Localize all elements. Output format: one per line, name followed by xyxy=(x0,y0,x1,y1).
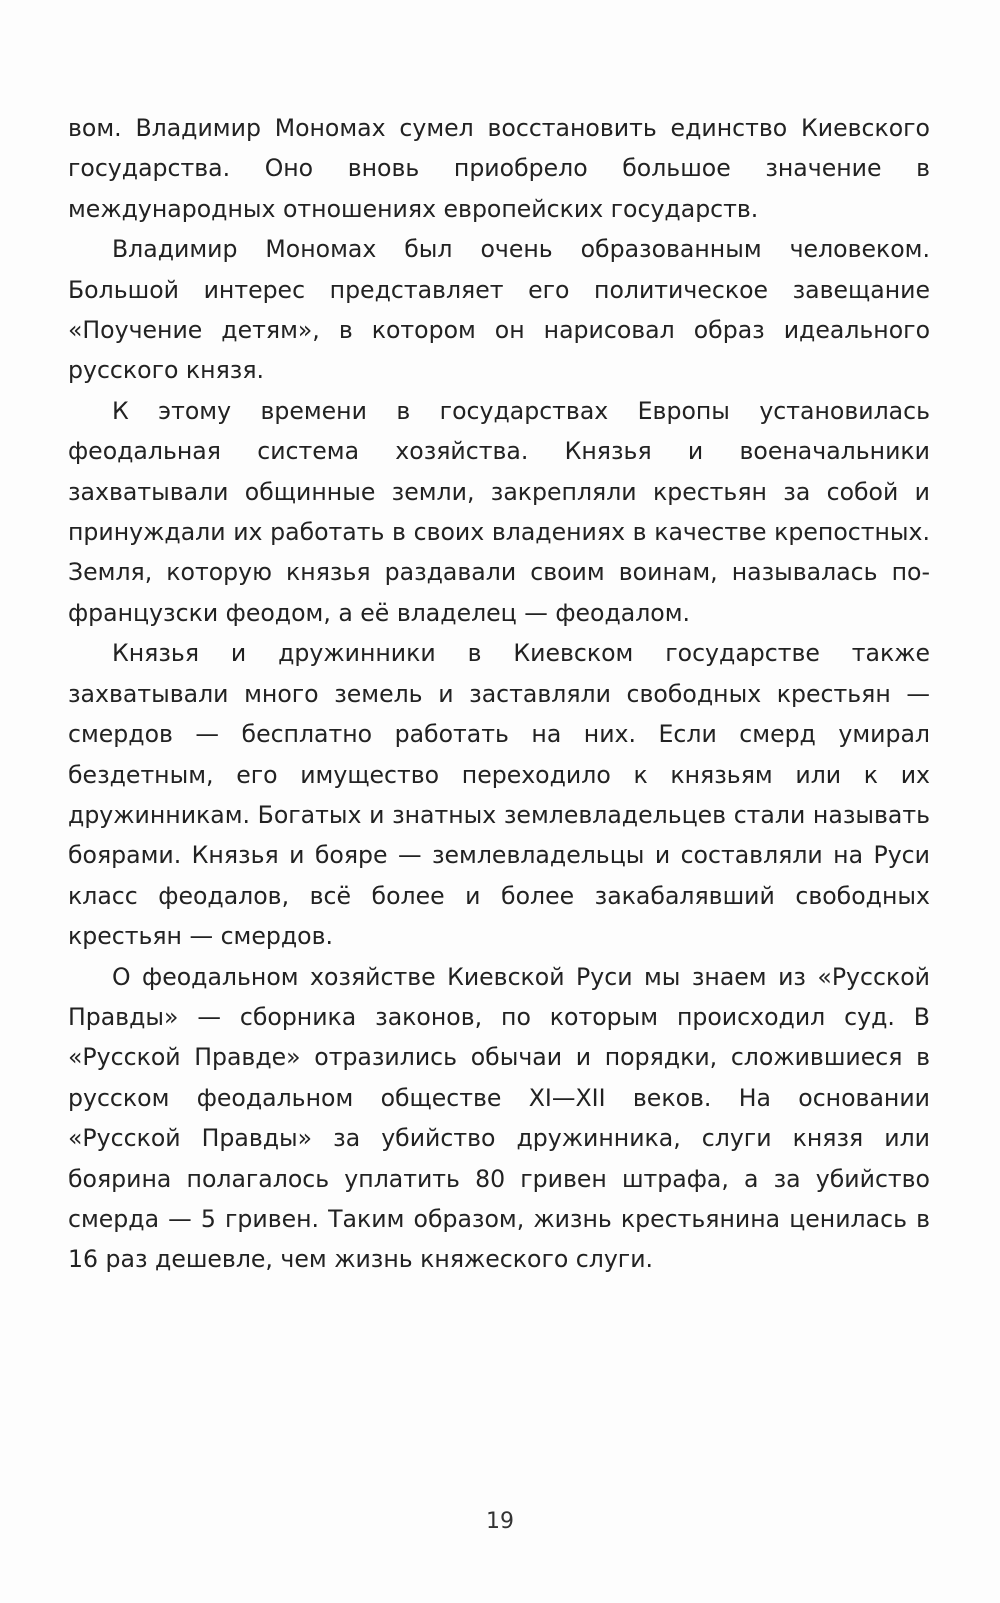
paragraph-5: О феодальном хозяйстве Киевской Руси мы знаем из «Русской Правды» — сборника законов, по которым происходил суд. В «Русской Правде» отразились обычаи и порядки, сложившиеся в русском феодальном обществе XI—XII веков. На основании «Русской Правды» за убийство дружинника, слуги князя или боярина полагалось уплатить 80 гривен штрафа, а за убийство смерда — 5 гривен. Таким образом, жизнь крестьянина ценилась в 16 раз дешевле, чем жизнь княжеского слуги. xyxy=(68,962,930,1274)
paragraph-1: вом. Владимир Мономах сумел восстановить единство Киевского государства. Оно вновь приобрело большое значение в международных отношениях европейских государств. xyxy=(68,114,930,223)
page-number: 19 xyxy=(486,1509,514,1534)
paragraph-3: К этому времени в государствах Европы установилась феодальная система хозяйства. Князья и военачальники захватывали общинные земли, закрепляли крестьян за собой и принуждали их работать в своих владениях в качестве крепостных. Земля, которую князья раздавали своим воинам, называлась по-французски феодом, а её владелец — феодалом. xyxy=(68,396,930,627)
paragraph-2: Владимир Мономах был очень образованным человеком. Большой интерес представляет его политическое завещание «Поучение детям», в котором он нарисовал образ идеального русского князя. xyxy=(68,235,930,385)
paragraph-4: Князья и дружинники в Киевском государстве также захватывали много земель и заставляли свободных крестьян — смердов — бесплатно работать на них. Если смерд умирал бездетным, его имущество переходило к князьям или к их дружинникам. Богатых и знатных землевладельцев стали называть боярами. Князья и бояре — землевладельцы и составляли на Руси класс феодалов, всё более и более закабалявший свободных крестьян — смердов. xyxy=(68,639,930,951)
body-text xyxy=(68,108,930,1280)
